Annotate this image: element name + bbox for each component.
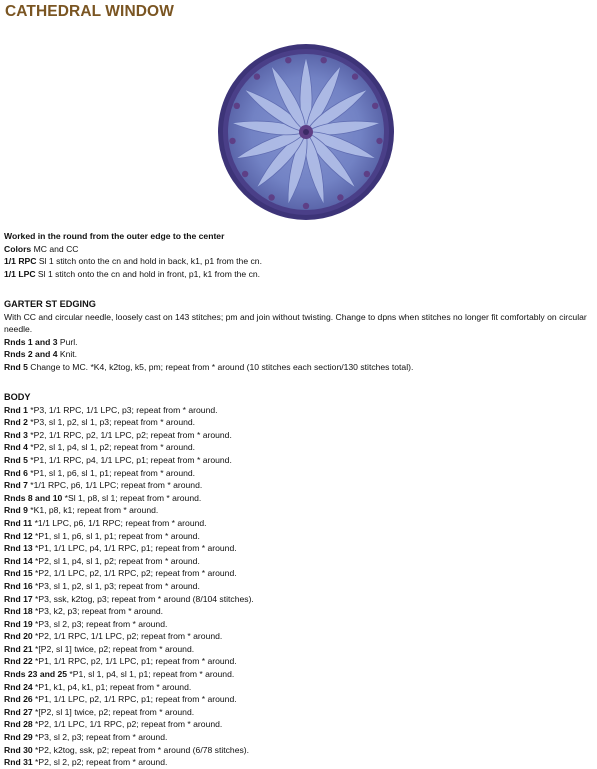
round-row (4, 630, 594, 643)
round-text: *Sl 1, p8, sl 1; repeat from * around. (62, 492, 202, 503)
round-row (4, 567, 594, 580)
round-text: *P2, sl 2, p2; repeat from * around. (32, 757, 168, 768)
round-text: *P1, 1/1 RPC, p2, 1/1 LPC, p1; repeat from * around. (32, 656, 237, 667)
round-label: Rnd 7 (4, 480, 28, 491)
round-label: Rnd 5 (4, 454, 28, 465)
round-row (4, 429, 594, 442)
round-label: Rnd 19 (4, 618, 33, 629)
round-row (4, 668, 594, 681)
edge-accent-shape (234, 103, 240, 109)
def-row (4, 255, 594, 268)
edge-accent-shape (229, 138, 235, 144)
def-row (4, 268, 594, 281)
round-label: Rnd 20 (4, 631, 33, 642)
round-text: *P3, sl 1, p2, sl 1, p3; repeat from * around. (32, 580, 200, 591)
round-row (4, 718, 594, 731)
round-row (4, 467, 594, 480)
round-row (4, 454, 594, 467)
round-row (4, 404, 594, 417)
round-text: *P2, sl 1, p4, sl 1, p2; repeat from * around. (27, 442, 196, 453)
round-text: *P2, 1/1 LPC, 1/1 RPC, p2; repeat from * around. (32, 719, 223, 730)
round-label: Rnds 23 and 25 (4, 669, 68, 680)
round-label: Rnd 1 (4, 404, 28, 415)
round-text: *P3, ssk, k2tog, p3; repeat from * around (8/104 stitches). (32, 593, 254, 604)
page-title: CATHEDRAL WINDOW (5, 3, 174, 20)
round-row (4, 593, 594, 606)
round-label: Rnds 2 and 4 (4, 349, 58, 360)
round-label: Rnds 1 and 3 (4, 336, 58, 347)
edge-accent-shape (376, 138, 382, 144)
round-row (4, 416, 594, 429)
round-row (4, 744, 594, 757)
round-row (4, 517, 594, 530)
round-label: Rnd 3 (4, 429, 28, 440)
round-row (4, 441, 594, 454)
round-label: Rnd 26 (4, 694, 33, 705)
round-row (4, 655, 594, 668)
round-label: Rnd 27 (4, 706, 33, 717)
round-label: Rnd 14 (4, 555, 33, 566)
round-row (4, 706, 594, 719)
def-label: Colors (4, 243, 32, 254)
round-label: Rnd 28 (4, 719, 33, 730)
def-label: 1/1 LPC (4, 268, 36, 279)
edge-accent-shape (242, 171, 248, 177)
round-row (4, 530, 594, 543)
intro-section (4, 230, 594, 280)
round-label: Rnd 17 (4, 593, 33, 604)
edge-accent-shape (254, 73, 260, 79)
round-row (4, 555, 594, 568)
round-text: *P2, sl 1, p4, sl 1, p2; repeat from * around. (32, 555, 200, 566)
round-label: Rnd 13 (4, 543, 33, 554)
round-label: Rnd 24 (4, 681, 33, 692)
round-text: *K1, p8, k1; repeat from * around. (27, 505, 159, 516)
edge-accent-shape (303, 203, 309, 209)
round-label: Rnd 22 (4, 656, 33, 667)
round-row (4, 361, 594, 374)
round-text: Purl. (57, 336, 78, 347)
round-text: *[P2, sl 1] twice, p2; repeat from * around. (32, 706, 195, 717)
round-text: *P3, sl 2, p3; repeat from * around. (32, 618, 168, 629)
round-label: Rnd 15 (4, 568, 33, 579)
round-label: Rnds 8 and 10 (4, 492, 63, 503)
def-text: Sl 1 stitch onto the cn and hold in back, k1, p1 from the cn. (36, 256, 262, 267)
edge-accent-shape (285, 57, 291, 63)
round-row (4, 336, 594, 349)
round-row (4, 542, 594, 555)
round-label: Rnd 11 (4, 517, 33, 528)
round-text: *P3, k2, p3; repeat from * around. (32, 606, 164, 617)
def-row (4, 243, 594, 256)
round-text: *P1, sl 1, p4, sl 1, p1; repeat from * around. (67, 669, 235, 680)
round-row (4, 605, 594, 618)
round-text: Change to MC. *K4, k2tog, k5, pm; repeat from * around (10 stitches each section/130 stitches total). (27, 361, 414, 372)
def-label: 1/1 RPC (4, 256, 37, 267)
round-row (4, 731, 594, 744)
round-row (4, 504, 594, 517)
round-text: *P2, 1/1 RPC, 1/1 LPC, p2; repeat from * around. (32, 631, 223, 642)
round-label: Rnd 18 (4, 606, 33, 617)
round-label: Rnd 6 (4, 467, 28, 478)
round-row (4, 681, 594, 694)
round-row (4, 643, 594, 656)
round-row (4, 492, 594, 505)
round-text: *[P2, sl 1] twice, p2; repeat from * around. (32, 643, 195, 654)
round-text: *P1, sl 1, p6, sl 1, p1; repeat from * around. (27, 467, 196, 478)
section-heading: BODY (4, 392, 31, 402)
round-text: *P2, k2tog, ssk, p2; repeat from * around (6/78 stitches). (32, 744, 250, 755)
round-label: Rnd 2 (4, 417, 28, 428)
round-row (4, 618, 594, 631)
edge-accent-shape (321, 57, 327, 63)
edge-accent-shape (352, 73, 358, 79)
round-label: Rnd 9 (4, 505, 28, 516)
round-text: *P1, 1/1 LPC, p4, 1/1 RPC, p1; repeat from * around. (32, 543, 237, 554)
round-label: Rnd 30 (4, 744, 33, 755)
round-text: *1/1 RPC, p6, 1/1 LPC; repeat from * around. (27, 480, 203, 491)
def-text: MC and CC (31, 243, 79, 254)
round-text: *1/1 LPC, p6, 1/1 RPC; repeat from * around. (32, 517, 207, 528)
round-text: *P1, 1/1 LPC, p2, 1/1 RPC, p1; repeat from * around. (32, 694, 237, 705)
round-label: Rnd 4 (4, 442, 28, 453)
edge-accent-shape (337, 194, 343, 200)
round-text: *P3, sl 2, p3; repeat from * around. (32, 732, 168, 743)
round-row (4, 693, 594, 706)
round-text: *P3, sl 1, p2, sl 1, p3; repeat from * around. (27, 417, 196, 428)
round-row (4, 348, 594, 361)
round-text: Knit. (57, 349, 78, 360)
edge-accent-shape (268, 194, 274, 200)
round-label: Rnd 29 (4, 732, 33, 743)
cathedral-window-medallion-icon (217, 43, 395, 221)
def-text: Sl 1 stitch onto the cn and hold in front, p1, k1 from the cn. (35, 268, 261, 279)
round-text: *P1, 1/1 RPC, p4, 1/1 LPC, p1; repeat from * around. (27, 454, 232, 465)
round-text: *P2, 1/1 RPC, p2, 1/1 LPC, p2; repeat from * around. (27, 429, 232, 440)
garter-section (4, 298, 594, 374)
intro-lead: Worked in the round from the outer edge to the center (4, 231, 225, 241)
round-row (4, 580, 594, 593)
body-rounds-list (4, 404, 594, 769)
edge-accent-shape (364, 171, 370, 177)
garter-instructions: With CC and circular needle, loosely cast on 143 stitches; pm and join without twisting. Change to dpns when stitches no longer fit comfortably on circular needle. (4, 311, 587, 335)
round-label: Rnd 21 (4, 643, 33, 654)
round-text: *P3, 1/1 RPC, 1/1 LPC, p3; repeat from * around. (27, 404, 218, 415)
round-label: Rnd 16 (4, 580, 33, 591)
round-text: *P2, 1/1 LPC, p2, 1/1 RPC, p2; repeat from * around. (32, 568, 237, 579)
round-row (4, 479, 594, 492)
body-section (4, 391, 594, 769)
round-row (4, 756, 594, 769)
section-heading: GARTER ST EDGING (4, 299, 96, 309)
round-text: *P1, k1, p4, k1, p1; repeat from * around. (32, 681, 192, 692)
round-label: Rnd 5 (4, 361, 28, 372)
round-label: Rnd 12 (4, 530, 33, 541)
edge-accent-shape (372, 103, 378, 109)
round-label: Rnd 31 (4, 757, 33, 768)
round-text: *P1, sl 1, p6, sl 1, p1; repeat from * around. (32, 530, 200, 541)
